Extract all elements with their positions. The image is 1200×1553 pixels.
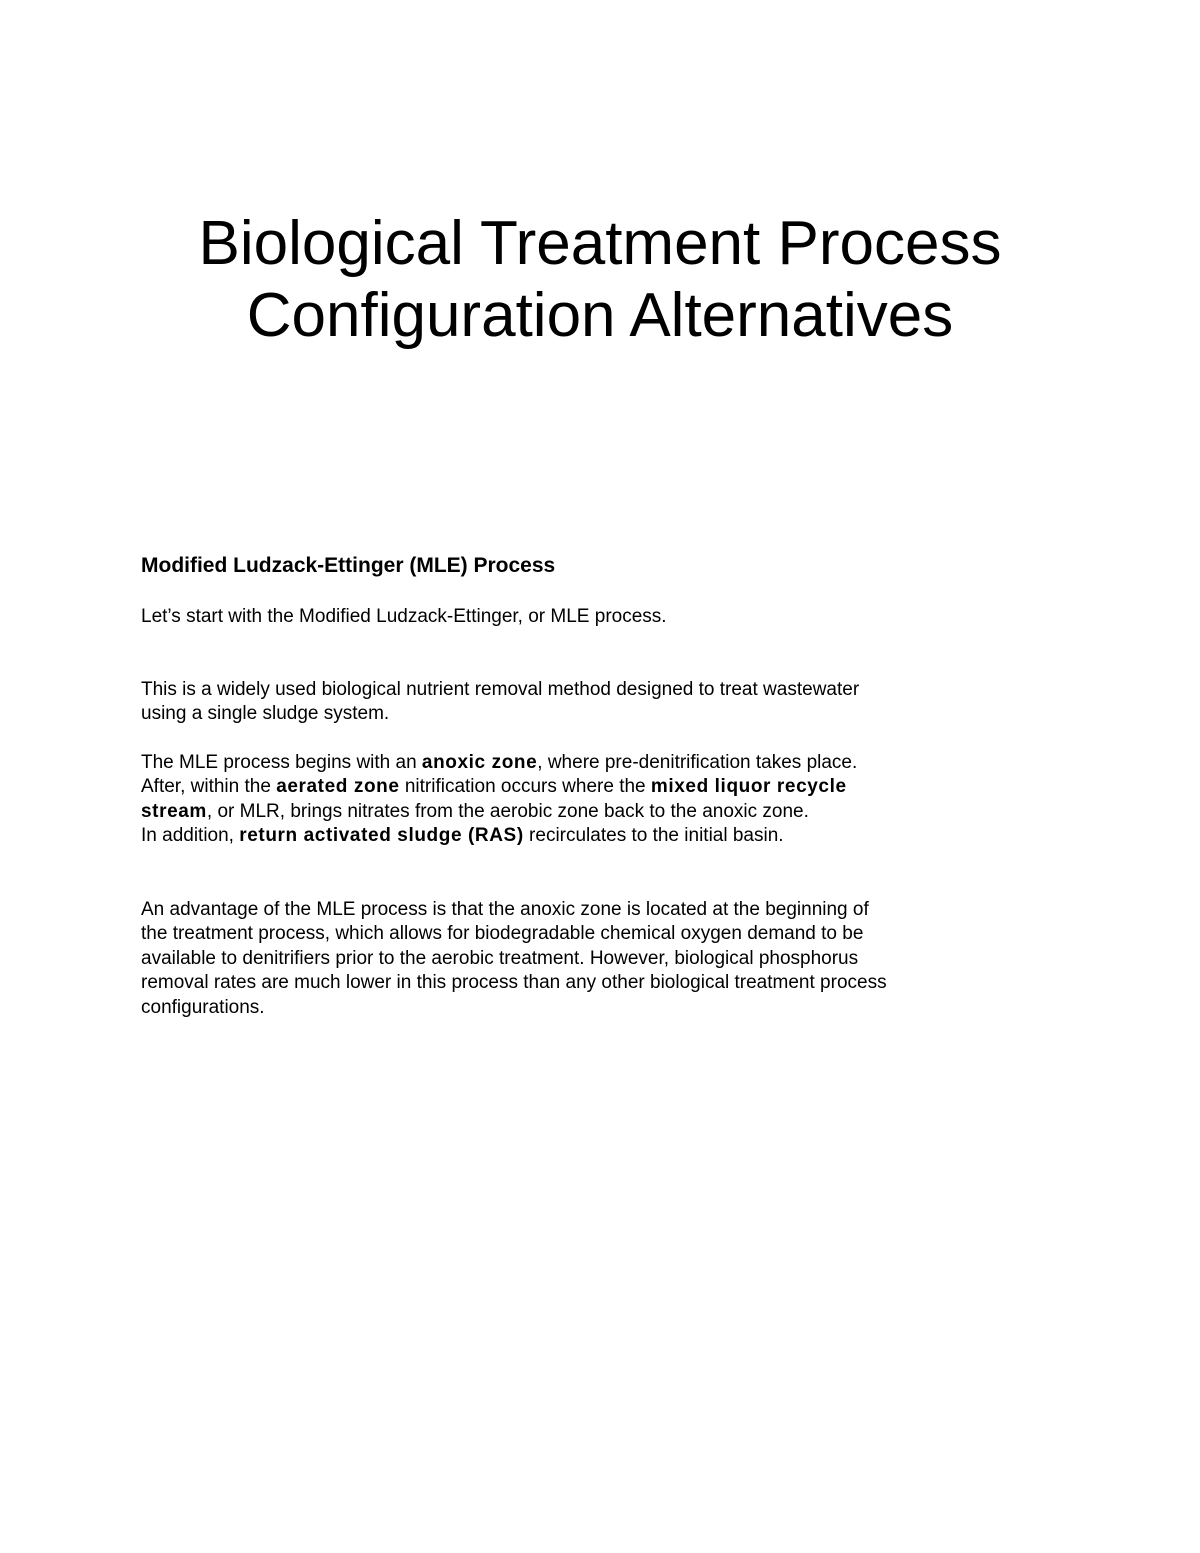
flow-line <box>141 824 1021 849</box>
flow-text: recirculates to the initial basin. <box>523 825 784 846</box>
term-aerated-zone: aerated zone <box>276 776 400 797</box>
term-mixed-liquor-recycle: mixed liquor recycle <box>650 776 847 797</box>
intro-paragraph: Let’s start with the Modified Ludzack-Ettinger, or MLE process. <box>141 606 667 627</box>
document-title <box>0 208 1200 352</box>
flow-text: , or MLR, brings nitrates from the aerobic zone back to the anoxic zone. <box>206 800 809 822</box>
flow-line <box>141 800 1021 825</box>
advantage-line: configurations. <box>141 996 265 1018</box>
title-line-1: Biological Treatment Process <box>198 209 1002 278</box>
document-body <box>141 550 1021 1020</box>
flow-text: , where pre-denitrification takes place. <box>537 751 858 773</box>
flow-text: nitrification occurs where the <box>399 776 651 797</box>
term-anoxic-zone: anoxic zone <box>421 751 538 773</box>
description-line: using a single sludge system. <box>141 703 390 724</box>
term-stream: stream <box>141 800 207 822</box>
flow-line <box>141 775 1021 800</box>
flow-text: After, within the <box>141 776 277 797</box>
flow-text: In addition, <box>141 825 240 846</box>
advantage-line: the treatment process, which allows for biodegradable chemical oxygen demand to be <box>141 923 864 944</box>
section-heading: Modified Ludzack-Ettinger (MLE) Process <box>141 554 556 577</box>
flow-line <box>141 751 1021 776</box>
title-line-2: Configuration Alternatives <box>246 281 954 350</box>
description-paragraph <box>141 678 1021 727</box>
advantage-line: available to denitrifiers prior to the aerobic treatment. However, biological phosphorus <box>141 947 859 969</box>
process-flow-paragraph <box>141 751 1021 849</box>
flow-text: The MLE process begins with an <box>141 751 422 773</box>
term-return-activated-sludge: return activated sludge (RAS) <box>239 825 524 846</box>
description-line: This is a widely used biological nutrient removal method designed to treat wastewater <box>141 678 860 700</box>
advantage-paragraph <box>141 898 1021 1021</box>
advantage-line: An advantage of the MLE process is that the anoxic zone is located at the beginning of <box>141 898 869 920</box>
advantage-line: removal rates are much lower in this process than any other biological treatment process <box>141 972 887 993</box>
